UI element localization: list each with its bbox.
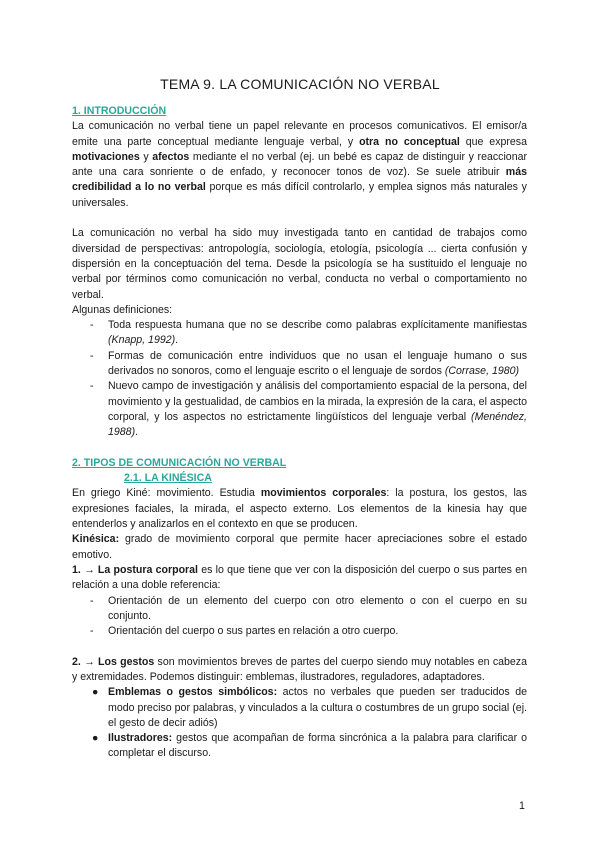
spacer: [72, 441, 527, 456]
intro-paragraph-2: La comunicación no verbal ha sido muy investigada tanto en cantidad de trabajos como diversidad de perspectivas: antropología, sociología, etología, psicología ... cierta confusión y dispersión en la conceptuación del tema. Desde la psicología se ha sustituido el lenguaje no verbal por términos como comunicación no verbal, conducta no verbal o comportamiento no verbal.: [72, 227, 527, 301]
intro-paragraph-1: [72, 119, 527, 211]
text-run: que expresa: [459, 135, 527, 148]
list-item: [108, 349, 527, 380]
section-heading-tipos: 2. TIPOS DE COMUNICACIÓN NO VERBAL: [72, 456, 287, 469]
definitions-label: Algunas definiciones:: [72, 303, 173, 316]
section-heading-introduccion: 1. INTRODUCCIÓN: [72, 105, 167, 117]
text-run: La comunicación no verbal tiene un papel relevante en procesos comunicativos. El emisor/a emite una parte conceptual mediante lenguaje verbal, y: [72, 120, 527, 148]
definitions-list: [72, 318, 527, 440]
text-run: es lo que tiene que ver con la disposición del cuerpo o sus partes en relación a una doble referencia:: [72, 563, 527, 592]
bold-run: Kinésica:: [72, 533, 120, 546]
subsection-heading-kinesica: 2.1. LA KINÉSICA: [124, 472, 212, 485]
kinesica-definition: [72, 532, 527, 563]
gestos-list: [72, 685, 527, 761]
text-run: actos no verbales que pueden ser traducidos de modo preciso por palabras, y vinculados a la cultura o costumbres de un grupo social (ej. el gesto de decir adiós): [108, 686, 527, 729]
postura-paragraph: [72, 563, 527, 594]
text-run: .: [175, 334, 179, 347]
page-number: 1: [519, 800, 525, 812]
bullet-icon: ●: [92, 732, 99, 745]
list-item: [108, 318, 527, 349]
document-body: [72, 104, 527, 762]
list-item: [92, 685, 527, 731]
text-run: gestos que acompañan de forma sincrónica a la palabra para clarificar o completar el discurso.: [108, 732, 527, 760]
text-run: : la postura, los gestos, las expresiones faciales, la mirada, el aspecto externo. Los elementos de la kinesia hay que entenderlos y analizarlos en el contexto en que se producen.: [72, 487, 527, 531]
postura-list: [72, 594, 527, 640]
text-run: En griego Kiné: movimiento. Estudia: [72, 487, 261, 500]
text-run: .: [135, 426, 139, 439]
list-item: [108, 379, 527, 440]
citation: (Knapp, 1992): [108, 334, 176, 347]
text-run: grado de movimiento corporal que permite hacer apreciaciones sobre el estado emotivo.: [72, 533, 527, 561]
bold-run: 1. → La postura corporal: [72, 563, 198, 576]
spacer: [72, 211, 527, 226]
document-title: TEMA 9. LA COMUNICACIÓN NO VERBAL: [160, 76, 440, 92]
bold-run: movimientos corporales: [260, 487, 387, 500]
bold-run: motivaciones: [72, 150, 140, 163]
list-item: - Orientación de un elemento del cuerpo con otro elemento o con el cuerpo en su conjunto.: [108, 594, 527, 625]
spacer: [72, 639, 527, 654]
text-run: Toda respuesta humana que no se describe como palabras explícitamente manifiestas: [108, 319, 527, 332]
text-run: Formas de comunicación entre individuos que no usan el lenguaje humano o sus derivados no sonoros, como el lenguaje escrito o el lenguaje de sordos: [108, 349, 527, 378]
list-item: [92, 731, 527, 762]
text-run: porque es más difícil controlarlo, y emplea signos más naturales y universales.: [72, 181, 527, 209]
gestos-paragraph: [72, 655, 527, 686]
text-run: son movimientos breves de partes del cuerpo siendo muy notables en cabeza y extremidades. Podemos distinguir: emblemas, ilustradores, reguladores, adaptadores.: [72, 655, 527, 683]
bold-run: más credibilidad a lo no verbal: [72, 166, 527, 194]
bold-run: Ilustradores:: [108, 732, 173, 745]
list-item: - Orientación del cuerpo o sus partes en relación a otro cuerpo.: [108, 624, 527, 639]
bold-run: afectos: [152, 150, 190, 163]
text-run: mediante el no verbal (ej. un bebé es capaz de distinguir y reaccionar ante una cara sonriente o de enfado, y reconocer tonos de voz). Se suele atribuir: [72, 150, 528, 179]
text-run: y: [139, 150, 153, 163]
citation: (Corrase, 1980): [444, 365, 520, 378]
bold-run: Emblemas o gestos simbólicos:: [108, 686, 278, 699]
kinesica-paragraph-1: [72, 486, 527, 532]
text-run: Nuevo campo de investigación y análisis del comportamiento espacial de la persona, del movimiento y la gestualidad, de cambios en la mirada, la expresión de la cara, el aspecto corporal, y los aspectos no estrictamente lingüísticos del lenguaje verbal: [108, 380, 527, 423]
citation: (Menéndez, 1988): [108, 410, 527, 439]
bold-run: 2. → Los gestos: [72, 655, 155, 668]
bullet-icon: ●: [92, 686, 99, 699]
bold-run: otra no conceptual: [359, 135, 460, 148]
